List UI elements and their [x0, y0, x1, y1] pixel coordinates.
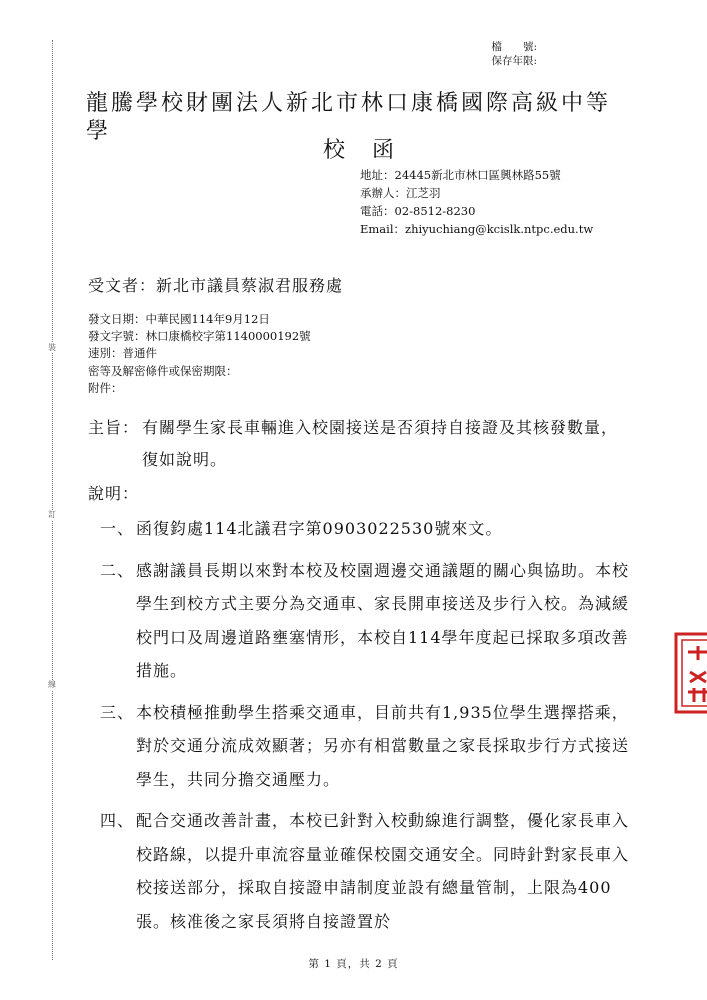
subject-text: 有關學生家長車輛進入校園接送是否須持自接證及其核發數量，復如說明。	[142, 418, 619, 469]
contact-phone: 電話：02-8512-8230	[360, 204, 476, 218]
item-number: 一、	[100, 519, 135, 538]
binding-mark-staple: 訂	[48, 510, 56, 519]
contact-block	[360, 166, 640, 238]
explanation-item-4	[100, 804, 630, 938]
item-text: 配合交通改善計畫，本校已針對入校動線進行調整，優化家長車入校路線，以提升車流容量並確保校園交通安全。同時針對家長車入校接送部分，採取自接證申請制度並設有總量管制，上限為400張。核准後之家長須將自接證置於	[136, 811, 630, 931]
secrecy-level: 密等及解密條件或保密期限：	[88, 363, 238, 378]
archive-info	[491, 40, 537, 68]
explanation-item-2	[100, 554, 630, 688]
item-number: 二、	[100, 560, 135, 580]
explanation-item-1	[100, 512, 630, 546]
file-number-label: 檔 號:	[491, 41, 537, 53]
subject-label: 主旨：	[88, 418, 140, 437]
item-text: 本校積極推動學生搭乘交通車，目前共有1,935位學生選擇搭乘，對於交通分流成效顯著；另亦有相當數量之家長採取步行方式接送學生，共同分擔交通壓力。	[136, 702, 630, 789]
item-number: 四、	[100, 811, 135, 830]
explanation-list	[100, 512, 630, 938]
document-meta	[88, 311, 311, 397]
explanation-item-3	[100, 696, 630, 797]
recipient: 受文者：新北市議員蔡淑君服務處	[88, 276, 344, 295]
contact-handler: 承辦人：江芝羽	[360, 186, 441, 200]
binding-mark-bind: 裝	[48, 343, 56, 352]
item-text: 函復鈞處114北議君字第0903022530號來文。	[136, 519, 503, 538]
issuing-agency: 龍騰學校財團法人新北市林口康橋國際高級中等學	[86, 91, 612, 144]
binding-mark-line: 線	[48, 680, 56, 689]
explanation-label: 說明：	[88, 484, 140, 503]
subject-section	[88, 412, 628, 476]
issue-date: 發文日期：中華民國114年9月12日	[88, 312, 270, 326]
item-text: 感謝議員長期以來對本校及校園週邊交通議題的關心與協助。本校學生到校方式主要分為交通車、家長開車接送及步行入校。為減緩校門口及周邊道路壅塞情形，本校自114學年度起已採取多項改善措施。	[136, 560, 630, 680]
retention-label: 保存年限:	[491, 55, 537, 67]
contact-address: 地址：24445新北市林口區興林路55號	[360, 168, 561, 182]
page-footer: 第 1 頁，共 2 頁	[308, 958, 399, 970]
attachments: 附件：	[88, 380, 123, 395]
official-seal-stamp	[672, 632, 707, 714]
binding-line	[52, 40, 53, 960]
contact-email: Email：zhiyuchiang@kcislk.ntpc.edu.tw	[360, 222, 594, 236]
document-type: 校 函	[323, 138, 404, 163]
item-number: 三、	[100, 702, 135, 722]
delivery-speed: 速別：普通件	[88, 346, 157, 361]
document-number: 發文字號：林口康橋校字第1140000192號	[88, 329, 311, 344]
